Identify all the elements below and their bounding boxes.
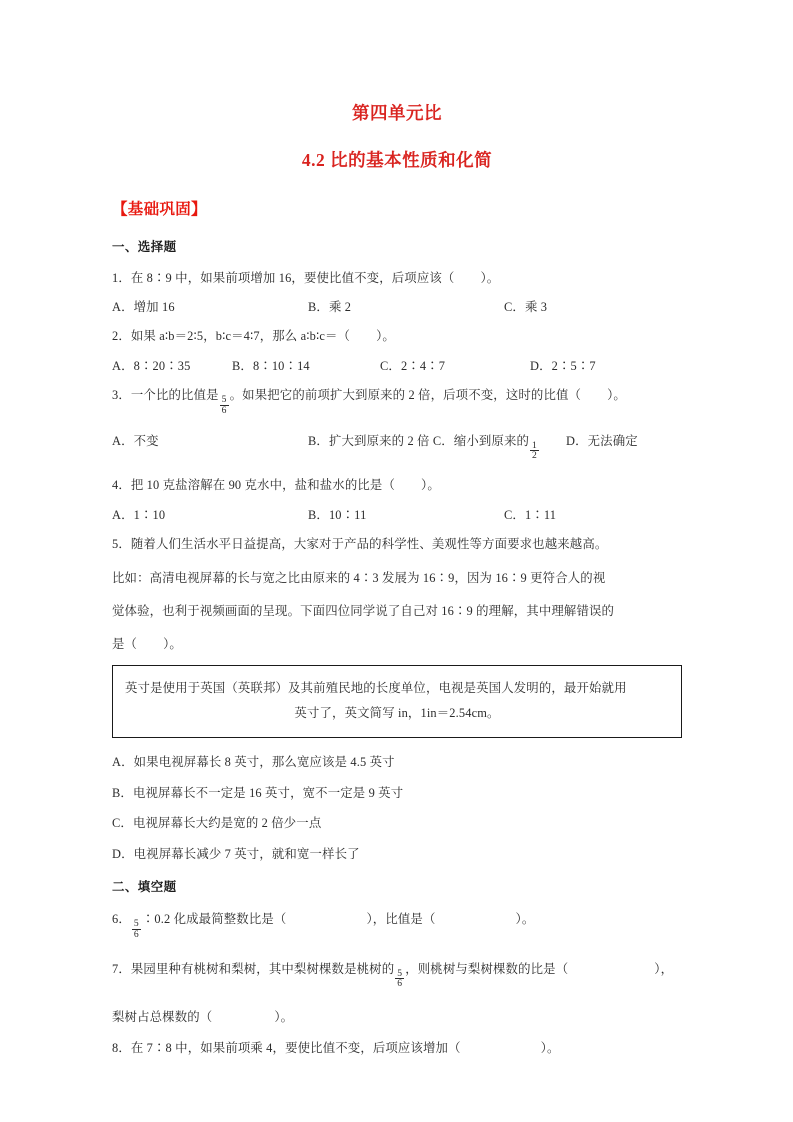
question-5-line-1: 5．随着人们生活水平日益提高，大家对于产品的科学性、美观性等方面要求也越来越高。 [112,537,608,552]
q8-stem-b: ）。 [540,1040,560,1055]
fraction-numerator: 5 [133,917,139,929]
fraction-denominator: 2 [532,450,537,462]
q7-stem-a: 7．果园里种有桃树和梨树，其中梨树棵数是桃树的 [112,961,395,976]
document-content [112,0,682,1054]
q2-option-b[interactable]: B．8∶10∶14 [232,358,310,373]
q3-option-b[interactable]: B．扩大到原来的 2 倍 [308,433,430,448]
q1-option-a[interactable]: A．增加 16 [112,300,175,314]
question-8-stem [112,1024,682,1054]
question-4-options [112,492,682,521]
q4-stem-b: ）。 [421,478,440,493]
q8-stem-a: 8．在 7∶8 中，如果前项乘 4，要使比值不变，后项应该增加（ [112,1040,461,1055]
q3-stem-c: ）。 [607,388,626,403]
q3-stem-a: 3．一个比的比值是 [112,388,219,403]
q7-line2-a: 梨树占总棵数的（ [112,1010,213,1025]
fraction-five-sixths [220,395,229,416]
q4-option-c[interactable]: C．1∶11 [504,507,557,522]
q1-option-b[interactable]: B．乘 2 [308,300,352,314]
question-2-stem [112,313,682,342]
q7-stem-b: ，则桃树与梨树棵数的比是（ [405,961,569,976]
page-title: 第四单元比 [352,103,442,123]
q1-stem-a: 1．在 8∶9 中，如果前项增加 16，要使比值不变，后项应该（ [112,270,455,285]
fraction-denominator: 6 [221,404,227,416]
info-box-inch-definition [112,665,682,739]
q1-stem-b: ）。 [480,270,500,285]
question-6-stem [112,895,682,941]
question-7-stem [112,941,682,991]
question-3-stem [112,372,682,417]
question-3-options [112,417,682,463]
fraction-denominator: 6 [133,928,139,940]
q3-option-a[interactable]: A．不变 [112,433,159,448]
q6-stem-d: ）。 [515,912,535,927]
question-5-line-4 [112,617,682,650]
question-1-options [112,284,682,313]
q5-stem-a: 是（ [112,637,138,652]
q7-stem-c: ）， [654,961,674,976]
fraction-denominator: 6 [397,978,403,990]
q3-option-c[interactable] [430,433,540,462]
question-2-options [112,343,682,372]
page-subtitle: 4.2 比的基本性质和化简 [301,150,493,170]
q4-option-b[interactable]: B．10∶11 [308,507,367,522]
section-heading-fill: 二、填空题 [112,880,177,895]
section-banner-basic: 【基础巩固】 [112,201,207,218]
question-1-stem [112,255,682,284]
q5-option-c[interactable]: C．电视屏幕长大约是宽的 2 倍少一点 [112,816,322,831]
q1-option-c[interactable]: C．乘 3 [504,300,548,314]
q2-option-c[interactable]: C．2∶4∶7 [380,358,446,373]
q2-stem-a: 2．如果 a∶b＝2∶5，b∶c＝4∶7，那么 a∶b∶c＝（ [112,329,351,344]
q4-stem-a: 4．把 10 克盐溶解在 90 克水中，盐和盐水的比是（ [112,478,395,493]
section-heading-choice: 一、选择题 [112,239,177,254]
q5-stem-b: ）。 [163,637,182,652]
q2-option-d[interactable]: D．2∶5∶7 [530,358,596,373]
q6-stem-c: ），比值是（ [366,912,436,927]
fraction-numerator: 5 [397,967,403,979]
q5-option-d[interactable]: D．电视屏幕长减少 7 英寸，就和宽一样长了 [112,846,360,861]
q4-option-a[interactable]: A．1∶10 [112,507,166,522]
fraction-five-sixths [132,919,141,940]
q7-line2-b: ）。 [274,1010,294,1025]
q5-option-b[interactable]: B．电视屏幕长不一定是 16 英寸，宽不一定是 9 英寸 [112,785,404,800]
q6-stem-b: ∶0.2 化成最简整数比是（ [141,912,287,927]
q2-option-a[interactable]: A．8∶20∶35 [112,358,191,373]
question-7-line-2 [112,990,682,1023]
q3-stem-b: 。如果把它的前项扩大到原来的 2 倍，后项不变，这时的比值（ [229,388,582,403]
q3-option-d[interactable]: D．无法确定 [566,433,638,448]
question-4-stem [112,462,682,491]
q6-stem-a: 6． [112,912,131,927]
fraction-numerator: 1 [532,439,537,451]
q5-option-a[interactable]: A．如果电视屏幕长 8 英寸，那么宽应该是 4.5 英寸 [112,755,395,770]
question-5-line-3: 觉体验，也利于视频画面的呈现。下面四位同学说了自己对 16∶9 的理解，其中理解错误的 [112,604,615,619]
fraction-five-sixths [395,969,404,990]
q2-stem-b: ）。 [376,329,395,344]
question-5-line-2: 比如：高清电视屏幕的长与宽之比由原来的 4∶3 发展为 16∶9，因为 16∶9 更符合人的视 [112,570,606,585]
info-box-line-2: 英寸了，英文简写 in，1in＝2.54cm。 [294,705,500,720]
fraction-numerator: 5 [221,394,227,406]
q3-option-c-text: C．缩小到原来的 [432,433,530,448]
info-box-line-1: 英寸是使用于英国（英联邦）及其前殖民地的长度单位，电视是英国人发明的，最开始就用 [125,680,627,695]
fraction-one-half [530,441,539,462]
